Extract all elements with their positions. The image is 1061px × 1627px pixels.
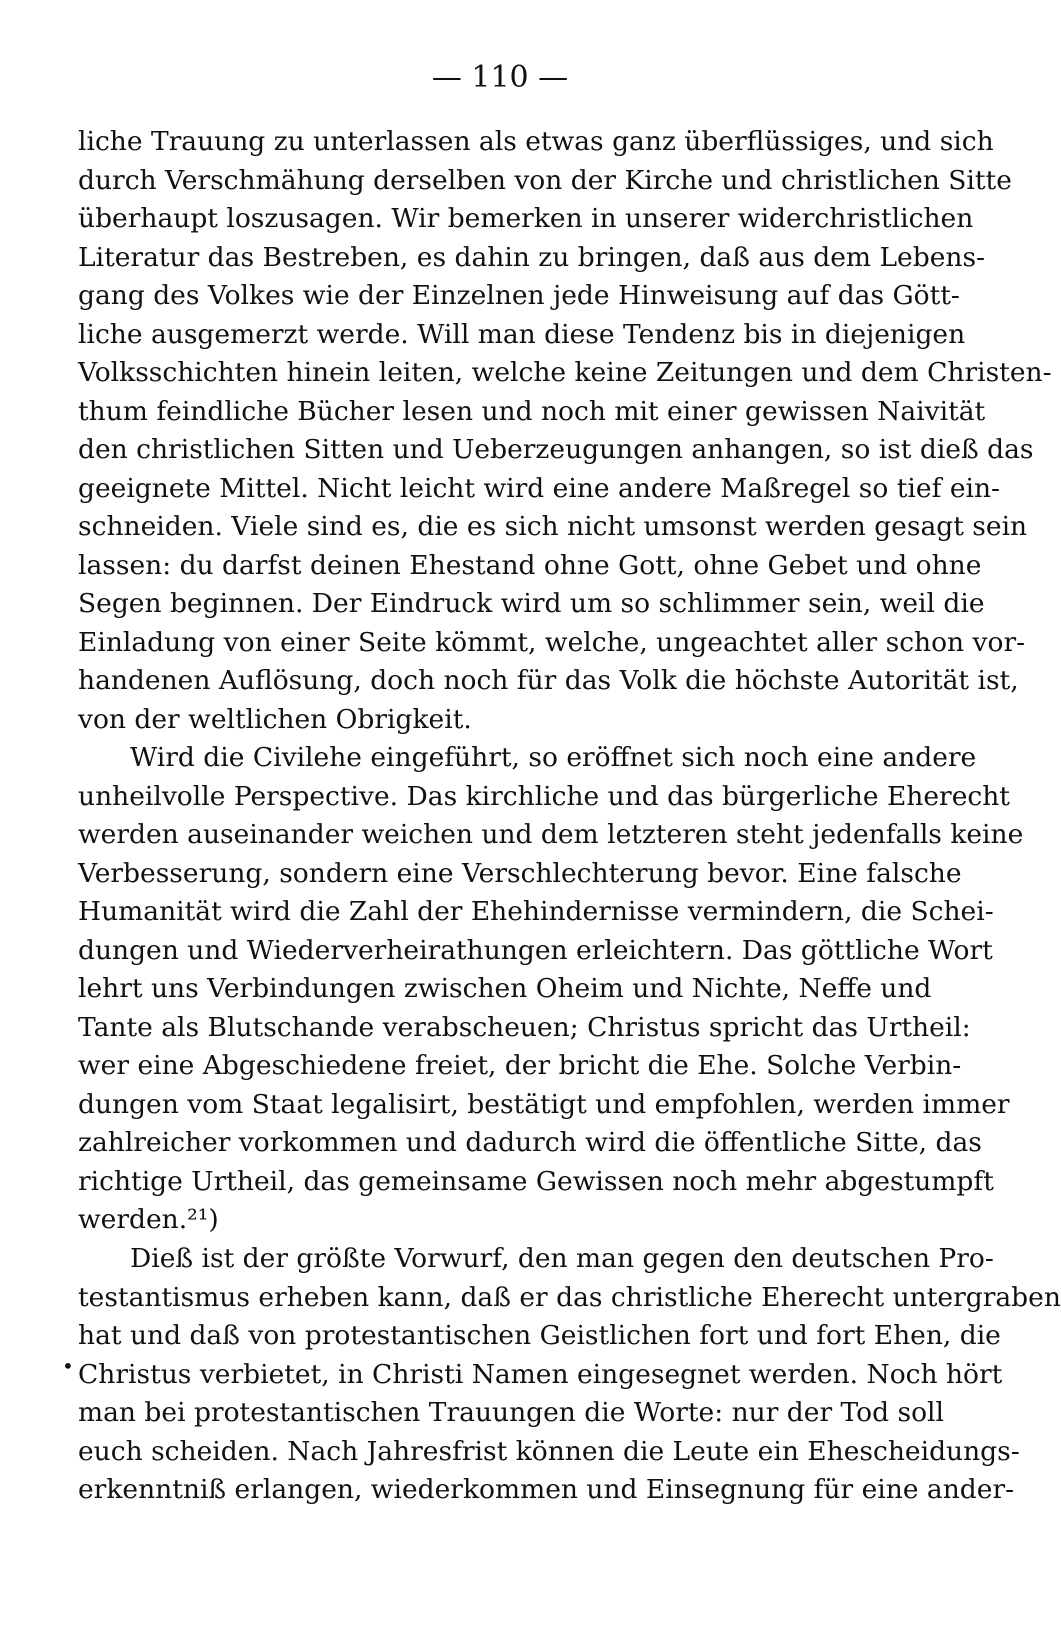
text-line: unheilvolle Perspective. Das kirchliche und das bürgerliche Eherecht [78, 780, 1010, 812]
text-line: Humanität wird die Zahl der Ehehindernisse vermindern, die Schei- [78, 896, 994, 927]
text-line: thum feindliche Bücher lesen und noch mit einer gewissen Naivität [78, 395, 986, 427]
text-line: überhaupt loszusagen. Wir bemerken in unserer widerchristlichen [78, 203, 974, 234]
text-line: liche ausgemerzt werde. Will man diese Tendenz bis in diejenigen [78, 318, 966, 350]
text-line: Verbesserung, sondern eine Verschlechterung bevor. Eine falsche [78, 857, 962, 889]
text-line: man bei protestantischen Trauungen die Worte: nur der Tod soll [78, 1397, 944, 1428]
paragraph-2 [78, 739, 1024, 1240]
text-line: Wird die Civilehe eingeführt, so eröffnet sich noch eine andere [130, 742, 977, 773]
text-line: durch Verschmähung derselben von der Kirche und christlichen Sitte [78, 164, 1012, 196]
page-number: — 110 — [431, 60, 569, 95]
text-line: lehrt uns Verbindungen zwischen Oheim und Nichte, Neffe und [78, 973, 932, 1004]
text-line: lassen: du darfst deinen Ehestand ohne Gott, ohne Gebet und ohne [78, 549, 982, 581]
text-line: dungen und Wiederverheirathungen erleichtern. Das göttliche Wort [78, 934, 993, 966]
text-line: geeignete Mittel. Nicht leicht wird eine andere Maßregel so tief ein- [78, 472, 1001, 504]
text-line: euch scheiden. Nach Jahresfrist können die Leute ein Ehescheidungs- [78, 1435, 1020, 1467]
text-line: erkenntniß erlangen, wiederkommen und Einsegnung für eine ander- [78, 1474, 1015, 1505]
text-line: Tante als Blutschande verabscheuen; Christus spricht das Urtheil: [78, 1011, 971, 1043]
margin-mark: • [62, 1354, 74, 1378]
text-line: werden auseinander weichen und dem letzteren steht jedenfalls keine [78, 819, 1024, 850]
text-line: handenen Auflösung, doch noch für das Volk die höchste Autorität ist, [78, 665, 1019, 696]
text-line: richtige Urtheil, das gemeinsame Gewissen noch mehr abgestumpft [78, 1165, 994, 1197]
text-line: werden.²¹) [78, 1204, 219, 1235]
text-line: schneiden. Viele sind es, die es sich nicht umsonst werden gesagt sein [78, 511, 1028, 542]
text-line: Volksschichten hinein leiten, welche keine Zeitungen und dem Christen- [78, 357, 1052, 388]
text-line: testantismus erheben kann, daß er das christliche Eherecht untergraben [78, 1281, 1061, 1313]
text-line: liche Trauung zu unterlassen als etwas ganz überflüssiges, und sich [78, 126, 994, 157]
text-line: dungen vom Staat legalisirt, bestätigt und empfohlen, werden immer [78, 1088, 1010, 1120]
text-line: Einladung von einer Seite kömmt, welche, ungeachtet aller schon vor- [78, 626, 1026, 658]
text-line: hat und daß von protestantischen Geistlichen fort und fort Ehen, die [78, 1320, 1001, 1351]
paragraph-1 [78, 123, 1052, 739]
text-line: wer eine Abgeschiedene freiet, der bricht die Ehe. Solche Verbin- [78, 1050, 962, 1081]
text-line: Segen beginnen. Der Eindruck wird um so schlimmer sein, weil die [78, 588, 985, 619]
text-line: von der weltlichen Obrigkeit. [78, 703, 472, 735]
text-line: gang des Volkes wie der Einzelnen jede Hinweisung auf das Gött- [78, 280, 960, 311]
text-line: Christus verbietet, in Christi Namen eingesegnet werden. Noch hört [78, 1358, 1003, 1390]
text-line: den christlichen Sitten und Ueberzeugungen anhangen, so ist dieß das [78, 434, 1034, 465]
paragraph-3 [78, 1240, 1061, 1510]
text-line: Dieß ist der größte Vorwurf, den man gegen den deutschen Pro- [130, 1243, 994, 1274]
text-line: Literatur das Bestreben, es dahin zu bringen, daß aus dem Lebens- [78, 241, 985, 273]
text-line: zahlreicher vorkommen und dadurch wird die öffentliche Sitte, das [78, 1127, 982, 1158]
